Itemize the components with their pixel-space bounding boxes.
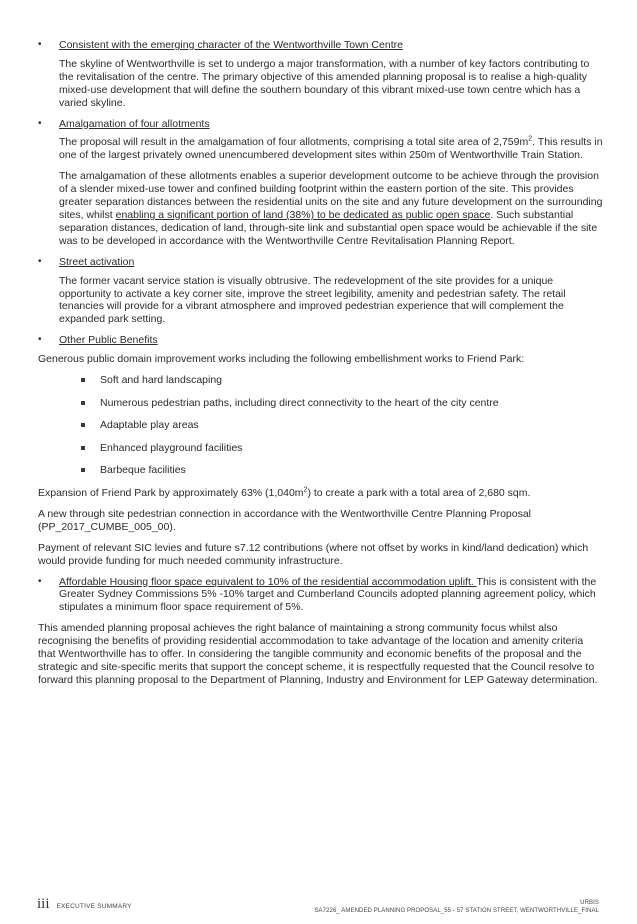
list-item-text: Barbeque facilities xyxy=(100,464,186,477)
superscript: 2 xyxy=(528,135,533,143)
square-bullet-icon xyxy=(81,446,85,450)
affordable-housing-heading: Affordable Housing floor space equivalent to 10% of the residential accommodation uplift. xyxy=(59,575,477,588)
footer-section-title: EXECUTIVE SUMMARY xyxy=(56,903,132,910)
bullet-dot: • xyxy=(38,117,42,129)
text-run: This is consistent with the Greater Sydney Commissions 5% -10% target and Cumberland Councils adopted planning agreement policy, which stipulates a minimum floor space requirement of 5%. xyxy=(59,575,597,614)
text-run: The amalgamation of these allotments enables a superior development outcome to be achieve through the provision of a slender mixed-use tower and confined building footprint within the eastern portion of the site. This provides greater separation distances between the residential units on the site and any future development on the surrounding sites, whilst xyxy=(59,170,603,221)
paragraph: The skyline of Wentworthville is set to undergo a major transformation, with a number of key factors contributing to the revitalisation of the centre. The primary objective of this amended planning proposal is to realise a high-quality mixed-use development that will define the southern boundary of this vibrant mixed-use town centre which has a varied skyline. xyxy=(59,57,590,109)
bullet-paragraph xyxy=(38,576,603,615)
section-heading-street-activation: Street activation xyxy=(59,255,135,268)
text-run: ) to create a park with a total area of 2,680 sqm. xyxy=(307,487,531,499)
list-item xyxy=(38,442,603,455)
list-item xyxy=(38,419,603,432)
footer-company: URBIS xyxy=(580,900,599,906)
page-number: iii xyxy=(37,896,50,912)
paragraph: The former vacant service station is visually obtrusive. The redevelopment of the site provides for a unique opportunity to activate a key corner site, improve the street legibility, amenity and pedestrian safety. The retail tenancies will provide for a vibrant atmosphere and improved pedestrian experience that will complement the expanded park setting. xyxy=(59,274,566,326)
section-heading-amalgamation: Amalgamation of four allotments xyxy=(59,117,210,130)
section-heading-public-benefits: Other Public Benefits xyxy=(59,334,158,347)
list-item-text: Numerous pedestrian paths, including direct connectivity to the heart of the city centre xyxy=(100,396,499,409)
bullet-dot: • xyxy=(38,575,42,587)
list-item xyxy=(38,397,603,410)
paragraph xyxy=(38,487,603,500)
bullet-heading xyxy=(38,118,603,131)
bullet-heading xyxy=(38,39,603,52)
text-run: . This results in one of the largest privately owned unencumbered development sites within 250m of Wentworthville Train Station. xyxy=(59,136,603,162)
list-item xyxy=(38,464,603,477)
paragraph: Payment of relevant SIC levies and future s7.12 contributions (where not offset by works in kind/land dedication) which would provide funding for much needed community infrastructure. xyxy=(38,541,589,567)
paragraph: Generous public domain improvement works including the following embellishment works to Friend Park: xyxy=(38,353,525,366)
bullet-dot: • xyxy=(38,39,42,50)
footer-right xyxy=(314,899,599,915)
list-item-text: Enhanced playground facilities xyxy=(100,441,243,454)
square-bullet-icon xyxy=(81,401,85,405)
bullet-dot: • xyxy=(38,334,42,346)
list-item-text: Adaptable play areas xyxy=(100,419,199,432)
section-heading-character: Consistent with the emerging character of the Wentworthville Town Centre xyxy=(59,39,403,51)
text-run: Expansion of Friend Park by approximately 63% (1,040m xyxy=(38,487,304,499)
footer-left xyxy=(37,896,132,913)
paragraph: A new through site pedestrian connection in accordance with the Wentworthville Centre Planning Proposal (PP_2017_CUMBE_005_00). xyxy=(38,507,532,533)
text-run: The proposal will result in the amalgamation of four allotments, comprising a total site area of 2,759m xyxy=(59,136,529,149)
square-bullet-icon xyxy=(81,423,85,427)
page-body xyxy=(38,39,603,695)
underlined-text: enabling a significant portion of land (38%) to be dedicated as public open space xyxy=(115,208,491,221)
paragraph xyxy=(38,170,603,247)
superscript: 2 xyxy=(303,486,308,494)
square-bullet-icon xyxy=(81,468,85,472)
bullet-heading xyxy=(38,334,603,347)
embellishment-list xyxy=(38,374,603,477)
bullet-dot: • xyxy=(38,255,42,267)
list-item-text: Soft and hard landscaping xyxy=(100,374,223,387)
square-bullet-icon xyxy=(81,378,85,382)
list-item xyxy=(38,374,603,387)
footer-document-title: SA7226_ AMENDED PLANNING PROPOSAL_55 - 57 STATION STREET, WENTWORTHVILLE_FINAL xyxy=(314,908,599,914)
text-run: . Such substantial separation distances, dedication of land, through-site link and substantial open space would be achievable if the site was to be developed in accordance with the Wentworthville Centre Revitalisation Planning Report. xyxy=(59,208,598,247)
bullet-heading xyxy=(38,256,603,269)
paragraph xyxy=(38,136,603,162)
closing-paragraph: This amended planning proposal achieves the right balance of maintaining a strong community focus whilst also recognising the benefits of providing residential accommodation to take advantage of the location and amenity criteria that Wentworthville has to offer. In considering the tangible community and economic benefits of the proposal and the strategic and site-specific merits that support the concept scheme, it is respectfully requested that the Council resolve to forward this planning proposal to the Department of Planning, Industry and Environment for LEP Gateway determination. xyxy=(38,622,598,686)
